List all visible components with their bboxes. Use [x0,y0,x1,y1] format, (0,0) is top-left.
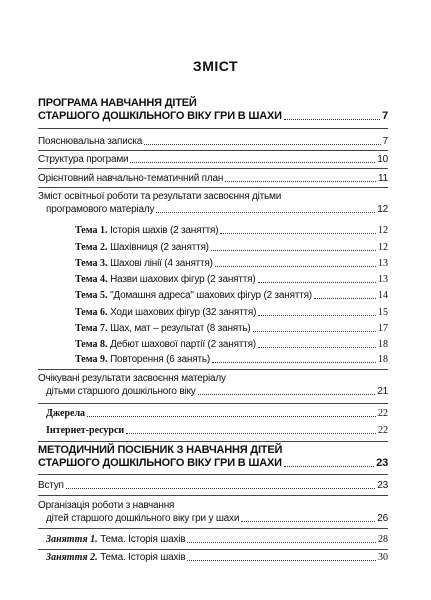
toc-entry-internet-resources[interactable] [46,424,388,437]
leader-dots [258,315,376,316]
page-number: 30 [378,552,388,563]
lesson-label: Заняття 2. [46,552,98,563]
page-number: 12 [377,204,388,215]
toc-entry-explanatory-note[interactable] [38,135,388,148]
leader-dots [284,119,380,120]
entry-title-line2: дітей старшого дошкільного віку гри у шахи [46,513,240,524]
section-divider [38,187,388,188]
topic-title: Повторення (6 занять) [107,354,210,365]
leader-dots [314,298,376,299]
topic-title: Шахівниця (2 заняття) [107,242,209,253]
section-divider [38,495,388,496]
section-divider [38,549,388,550]
leader-dots [241,521,375,522]
page-number: 13 [378,258,388,269]
section-divider [38,369,388,370]
entry-title-line1: Зміст освітньої роботи та результати засвоєння дітьми [38,191,282,202]
page-number: 18 [378,339,388,350]
page-number: 21 [377,386,388,397]
page-number: 13 [378,274,388,285]
page-number: 7 [382,136,388,147]
toc-entry-expected-results[interactable] [38,372,388,398]
leader-dots [258,282,377,283]
topic-label: Тема 5. [75,290,108,301]
toc-section-program[interactable] [38,97,388,123]
entry-title-line2: дітьми старшого дошкільного віку [46,386,196,397]
lesson-tema-label: Тема. [97,534,126,545]
toc-lesson-2[interactable] [46,551,388,564]
page-number: 12 [378,225,388,236]
section-heading-line2: СТАРШОГО ДОШКІЛЬНОГО ВІКУ ГРИ В ШАХИ [38,457,282,469]
section-divider [38,474,388,475]
page-number: 7 [382,110,388,122]
leader-dots [156,212,375,213]
leader-dots [130,162,375,163]
topic-title: Назви шахових фігур (2 заняття) [107,274,256,285]
lesson-title: Історія шахів [125,534,186,545]
toc-topic-2[interactable] [75,241,388,254]
page-number: 26 [377,513,388,524]
topic-title: Шахові лінії (4 заняття) [107,258,213,269]
page-number: 22 [378,425,388,436]
section-divider [38,528,388,529]
toc-topic-4[interactable] [75,273,388,286]
lesson-tema-label: Тема. [97,552,126,563]
toc-topic-9[interactable] [75,353,388,366]
leader-dots [225,181,376,182]
toc-topic-5[interactable] [75,289,388,302]
entry-title-line2: програмового матеріалу [46,204,155,215]
topic-label: Тема 6. [75,307,108,318]
toc-entry-educational-content[interactable] [38,190,388,216]
leader-dots [66,488,375,489]
leader-dots [253,331,376,332]
toc-topic-3[interactable] [75,257,388,270]
toc-section-methodical-guide[interactable] [38,444,388,470]
leader-dots [144,144,380,145]
lesson-title: Історія шахів [125,552,186,563]
page-number: 12 [378,242,388,253]
topic-label: Тема 4. [75,274,108,285]
entry-title: Пояснювальна записка [38,136,143,147]
topic-title: Шах, мат – результат (8 занять) [107,323,251,334]
page-number: 14 [378,290,388,301]
entry-title-line1: Організація роботи з навчання [38,500,175,511]
section-divider [38,441,388,442]
entry-title-line1: Очікувані результати засвоєння матеріалу [38,373,226,384]
topic-title: "Домашня адреса" шахових фігур (2 заняття) [107,290,312,301]
topic-label: Тема 7. [75,323,108,334]
section-divider [38,168,388,169]
toc-entry-sources[interactable] [46,407,388,420]
section-divider [38,128,388,129]
leader-dots [215,266,376,267]
topic-title: Дебют шахової партії (2 заняття) [107,339,256,350]
leader-dots [187,560,376,561]
topic-title: Історія шахів (2 заняття) [107,225,219,236]
entry-title: Інтернет-ресурси [46,425,125,436]
leader-dots [212,362,376,363]
toc-topic-1[interactable] [75,224,388,237]
page-number: 11 [378,173,388,184]
topic-label: Тема 3. [75,258,108,269]
page-number: 15 [378,307,388,318]
page-number: 23 [376,457,388,469]
leader-dots [126,433,376,434]
entry-title: Вступ [38,480,64,491]
page-number: 22 [378,408,388,419]
entry-title: Орієнтовний навчально-тематичний план [38,173,224,184]
page-title: ЗМІСТ [192,58,239,74]
page-number: 17 [378,323,388,334]
page-number: 18 [378,354,388,365]
section-divider [38,150,388,151]
leader-dots [284,466,374,467]
toc-entry-intro[interactable] [38,479,388,492]
topic-label: Тема 1. [75,225,108,236]
toc-entry-thematic-plan[interactable] [38,172,388,185]
entry-title: Структура програми [38,154,129,165]
toc-lesson-1[interactable] [46,533,388,546]
lesson-label: Заняття 1. [46,534,98,545]
entry-title: Джерела [46,408,86,419]
toc-topic-6[interactable] [75,306,388,319]
topic-label: Тема 8. [75,339,108,350]
topic-label: Тема 9. [75,354,108,365]
page-number: 28 [378,534,388,545]
section-divider [38,403,388,404]
page-number: 10 [377,154,388,165]
leader-dots [87,416,376,417]
leader-dots [198,394,376,395]
toc-entry-organization[interactable] [38,499,388,525]
leader-dots [220,233,376,234]
section-heading-line1: МЕТОДИЧНИЙ ПОСІБНИК З НАВЧАННЯ ДІТЕЙ [38,444,283,456]
toc-topic-8[interactable] [75,338,388,351]
leader-dots [258,347,376,348]
page-number: 23 [377,480,388,491]
toc-topic-7[interactable] [75,322,388,335]
section-heading-line2: СТАРШОГО ДОШКІЛЬНОГО ВІКУ ГРИ В ШАХИ [38,110,282,122]
leader-dots [211,250,376,251]
toc-entry-program-structure[interactable] [38,153,388,166]
topic-title: Ходи шахових фігур (32 заняття) [107,307,257,318]
leader-dots [187,542,376,543]
section-heading-line1: ПРОГРАМА НАВЧАННЯ ДІТЕЙ [38,97,197,109]
topic-label: Тема 2. [75,242,108,253]
